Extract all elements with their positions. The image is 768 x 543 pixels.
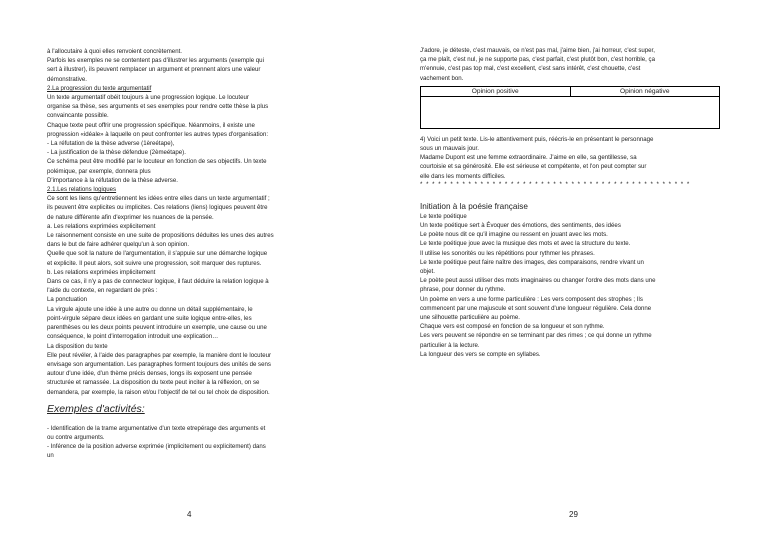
text-line: envisage son argumentation. Les paragraphes forment toujours des unités de sens [47, 360, 271, 368]
text-line: une silhouette particulière au poème. [420, 314, 520, 322]
text-line: demandera, par exemple, la raison et/ou l'objectif de tel ou tel choix de disposition. [47, 388, 270, 396]
text-line: parenthèses ou les deux points peuvent introduire un exemple, une cause ou une [47, 324, 267, 332]
text-line: commencent par une majuscule et sont souvent d'une longueur régulière. Cela donne [420, 304, 652, 312]
text-line: b. Les relations exprimées implicitement [47, 268, 156, 276]
text-line: - La justification de la thèse défendue (2èmeétape). [47, 149, 186, 157]
text-line: l'aide du contexte, en regardant de près : [47, 287, 158, 295]
text-line: elle dans les moments difficiles. [420, 172, 506, 180]
text-line: Le raisonnement consiste en une suite de propositions déduites les unes des autres [47, 232, 274, 240]
text-line: Le texte poétique [420, 212, 467, 220]
text-line: - La réfutation de la thèse adverse (1èreétape), [47, 140, 175, 148]
text-line: La ponctuation [47, 296, 87, 304]
text-line: un [47, 452, 54, 460]
text-line: - Inférence de la position adverse exprimée (implicitement ou explicitement) dans [47, 443, 266, 451]
text-line: structurée et ramassée. La disposition du texte peut inciter à la réflexion, on se [47, 379, 260, 387]
activities-heading: Exemples d'activités: [47, 402, 145, 415]
text-line: ou contre arguments. [47, 433, 105, 441]
text-line: vachement bon. [420, 74, 464, 82]
right-page [384, 0, 768, 543]
text-line: dans le but de faire adhérer quelqu'un à son opinion. [47, 241, 190, 249]
text-line: à l'allocutaire à quoi elles renvoient concrètement. [47, 48, 182, 55]
text-line: Les vers peuvent se répondre en se terminant par des rimes ; ce qui donne un rythme [420, 332, 652, 340]
text-line: polémique, par exemple, donnera plus [47, 167, 151, 175]
page-number-left: 4 [187, 510, 192, 519]
text-line: Quelle que soit la nature de l'argumentation, il s'appuie sur une démarche logique [47, 250, 268, 258]
text-line: La disposition du texte [47, 342, 108, 350]
opinion-negative-header: Opinion négative [570, 86, 720, 96]
poetry-text-body [420, 212, 721, 359]
text-line: Ce sont les liens qu'entretiennent les idées entre elles dans un texte argumentatif ; [47, 195, 270, 203]
opinion-table-blank-cell [421, 96, 720, 128]
text-line: ils peuvent être explicites ou implicites. Ces relations (liens) logiques peuvent être [47, 204, 268, 212]
text-line: D'importance à la réfutation de la thèse adverse. [47, 176, 178, 184]
text-line: objet. [420, 268, 435, 276]
text-line: Un poème en vers a une forme particulière : Les vers composent des strophes ; Ils [420, 295, 643, 303]
star-separator: * * * * * * * * * * * * * * * * * * * * * * * * * * * * * * * * * * * * * * * * * * * * * [420, 180, 691, 188]
opinion-table [420, 86, 720, 129]
text-line: organise sa thèse, ses arguments et ses exemples pour rendre cette thèse la plus [47, 103, 269, 111]
text-line: Ce schéma peut être modifié par le locuteur en fonction de ses objectifs. Un texte [47, 158, 267, 166]
text-line: La virgule ajoute une idée à une autre ou donne un détail supplémentaire, le [47, 305, 253, 313]
opinion-positive-header: Opinion positive [421, 86, 571, 96]
text-line: Le poète nous dit ce qu'il imagine ou ressent en jouant avec les mots. [420, 231, 608, 239]
text-line: conséquence, le point d'interrogation introduit une explication… [47, 333, 219, 341]
text-line: Le texte poétique joue avec la musique des mots et avec la structure du texte. [420, 240, 631, 248]
exercise-4 [420, 135, 721, 181]
text-line: et explicite. Il peut alors, soit suivre une progression, soit marquer des ruptures. [47, 259, 262, 267]
text-line: point-virgule sépare deux idées en gardant une suite logique entre-elles, les [47, 314, 252, 322]
text-line: sert à illustrer), ils peuvent remplacer un argument et prennent alors une valeur [47, 66, 261, 74]
text-line: particulier à la lecture. [420, 341, 480, 349]
text-line: m'ennuie, c'est pas top mal, c'est excellent, c'est sans intérêt, c'est chouette, c'est [420, 65, 641, 73]
text-line: sous un mauvais jour. [420, 145, 479, 153]
text-line: progression «idéale» à laquelle on peut confronter les autres types d'organisation: [47, 130, 269, 138]
text-line: Chaque vers est composé en fonction de sa longueur et son rythme. [420, 323, 605, 331]
page-number-right: 29 [569, 510, 578, 519]
text-line: Le texte poétique peut faire naître des images, des comparaisons, rendre vivant un [420, 258, 644, 266]
text-line: ça me plaît, c'est nul, je ne supporte pas, c'est parfait, c'est plutôt bon, c'est horrible, ça [420, 56, 655, 64]
text-line: 2.La progression du texte argumentatif [47, 84, 152, 92]
text-line: Parfois les exemples ne se contentent pas d'illustrer les arguments (exemple qui [47, 57, 264, 65]
text-line: de nature différente afin d'exprimer les nuances de la pensée. [47, 213, 214, 221]
text-line: Dans ce cas, il n'y a pas de connecteur logique, il faut déduire la relation logique à [47, 278, 269, 286]
text-line: Un texte argumentatif obéit toujours à une progression logique. Le locuteur [47, 94, 249, 102]
text-line: - Identification de la trame argumentative d'un texte etrepérage des arguments et [47, 424, 266, 432]
text-line: Le poète peut aussi utiliser des mots imaginaires ou changer l'ordre des mots dans une [420, 277, 656, 285]
poetry-section-title: Initiation à la poésie française [420, 201, 528, 211]
text-line: J'adore, je déteste, c'est mauvais, ce n'est pas mal, j'aime bien, j'ai horreur, c'est super, [420, 47, 655, 54]
text-line: Madame Dupont est une femme extraordinaire. J'aime en elle, sa gentillesse, sa [420, 154, 637, 162]
text-line: 2.1.Les relations logiques [47, 186, 117, 194]
text-line: Chaque texte peut offrir une progression spécifique. Néanmoins, il existe une [47, 121, 255, 129]
opinion-word-list [420, 46, 721, 83]
text-line: phrase, pour donner du rythme. [420, 286, 506, 294]
text-line: démonstrative. [47, 75, 87, 83]
text-line: 4) Voici un petit texte. Lis-le attentivement puis, réécris-le en présentant le personnage [420, 135, 654, 143]
activities-list [47, 424, 332, 461]
text-line: Un texte poétique sert à Évoquer des émotions, des sentiments, des idées [420, 222, 621, 230]
text-line: convaincante possible. [47, 112, 109, 120]
text-line: autour d'une idée, d'un thème précis denses, longs ils exposent une pensée [47, 370, 252, 378]
text-line: a. Les relations exprimées explicitement [47, 222, 156, 230]
left-text-body [47, 47, 332, 397]
text-line: La longueur des vers se compte en syllabes. [420, 350, 541, 358]
text-line: courtoisie et sa générosité. Elle est sérieuse et compétente, et l'on peut compter sur [420, 163, 647, 171]
text-line: Elle peut révéler, à l'aide des paragraphes par exemple, la manière dont le locuteur [47, 351, 272, 359]
text-line: Il utilise les sonorités ou les répétitions pour rythmer les phrases. [420, 249, 595, 257]
